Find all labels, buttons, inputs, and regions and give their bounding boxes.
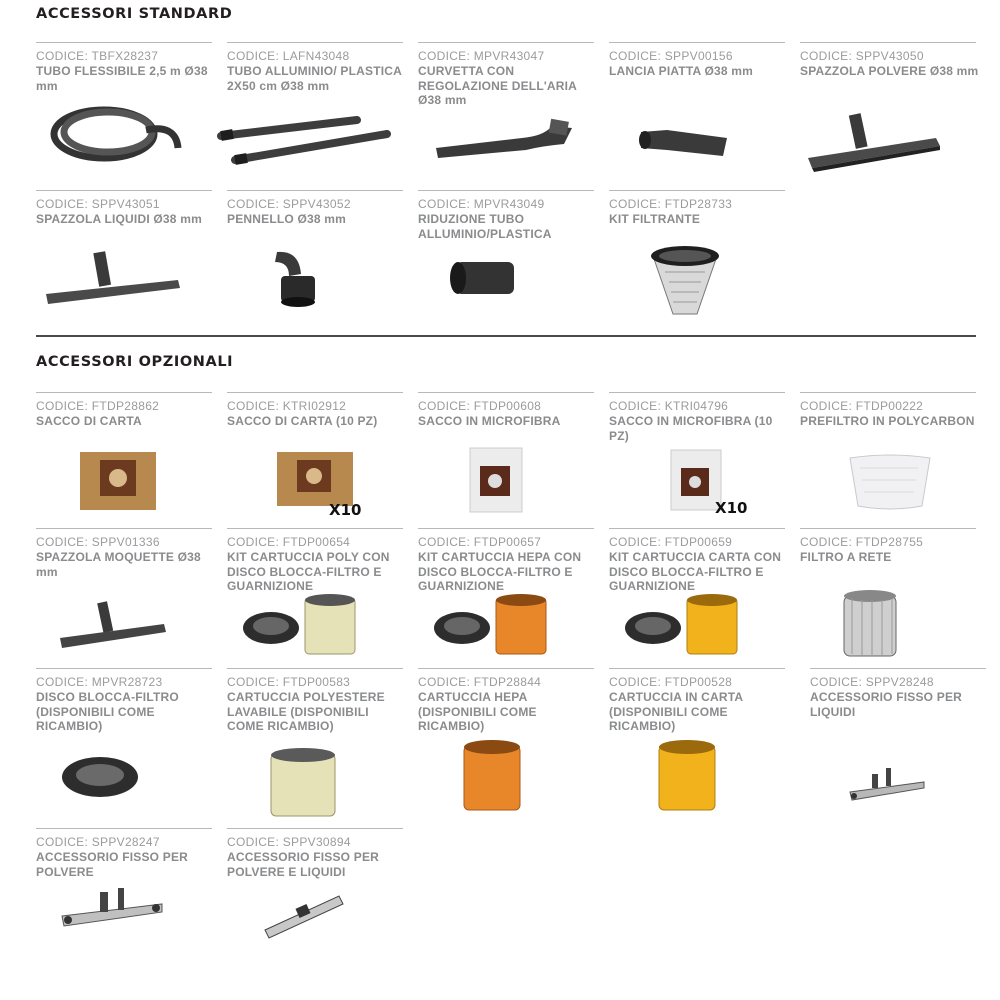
card-rule bbox=[227, 528, 403, 529]
card-rule bbox=[418, 392, 594, 393]
section-title-standard: ACCESSORI STANDARD bbox=[36, 6, 233, 22]
product-name: TUBO FLESSIBILE 2,5 m Ø38 mm bbox=[36, 64, 208, 93]
product-code: CODICE: FTDP28733 bbox=[609, 197, 733, 211]
product-code: CODICE: FTDP28862 bbox=[36, 399, 160, 413]
product-code: CODICE: FTDP00608 bbox=[418, 399, 542, 413]
tube-reducer-image bbox=[448, 256, 523, 302]
product-name: SPAZZOLA MOQUETTE Ø38 mm bbox=[36, 550, 201, 579]
product-name: SACCO DI CARTA bbox=[36, 414, 142, 428]
product-name: SACCO IN MICROFIBRA bbox=[418, 414, 561, 428]
flexible-hose-image bbox=[46, 100, 186, 168]
product-code: CODICE: MPVR43047 bbox=[418, 49, 545, 63]
product-name: PREFILTRO IN POLYCARBON bbox=[800, 414, 975, 428]
aluminium-tube-image bbox=[217, 112, 402, 172]
liquid-brush-image bbox=[42, 250, 187, 310]
product-name: KIT CARTUCCIA POLY CON DISCO BLOCCA-FILTRO E GUARNIZIONE bbox=[227, 550, 390, 593]
card-rule bbox=[810, 668, 986, 669]
product-name: FILTRO A RETE bbox=[800, 550, 892, 564]
product-card-mpvr43049 bbox=[418, 190, 594, 330]
card-rule bbox=[609, 668, 785, 669]
card-rule bbox=[418, 668, 594, 669]
curved-wand-image bbox=[432, 114, 582, 162]
card-rule bbox=[36, 392, 212, 393]
product-code: CODICE: SPPV30894 bbox=[227, 835, 351, 849]
product-name: SACCO DI CARTA (10 PZ) bbox=[227, 414, 378, 428]
card-rule bbox=[800, 42, 976, 43]
card-rule bbox=[227, 190, 403, 191]
fixed-dust-tool-image bbox=[58, 882, 168, 932]
product-name: PENNELLO Ø38 mm bbox=[227, 212, 347, 226]
fixed-liquid-tool-image bbox=[846, 762, 928, 806]
card-rule bbox=[800, 528, 976, 529]
card-rule bbox=[36, 528, 212, 529]
product-card-sppv01336 bbox=[36, 528, 212, 668]
card-rule bbox=[800, 392, 976, 393]
product-card-ftdp00528 bbox=[609, 668, 785, 808]
paper-bag-image bbox=[76, 446, 160, 516]
product-code: CODICE: SPPV43050 bbox=[800, 49, 924, 63]
product-code: CODICE: SPPV01336 bbox=[36, 535, 160, 549]
product-card-sppv43052 bbox=[227, 190, 403, 330]
product-code: CODICE: SPPV43052 bbox=[227, 197, 351, 211]
product-name: LANCIA PIATTA Ø38 mm bbox=[609, 64, 754, 78]
product-card-ftdp00608 bbox=[418, 392, 594, 532]
product-name: KIT FILTRANTE bbox=[609, 212, 701, 226]
product-name: CARTUCCIA POLYESTERE LAVABILE (DISPONIBILI COME RICAMBIO) bbox=[227, 690, 385, 733]
product-code: CODICE: KTRI02912 bbox=[227, 399, 347, 413]
fixed-dust-liquid-tool-image bbox=[261, 890, 347, 940]
paper-cartridge-kit-image bbox=[623, 592, 763, 662]
card-rule bbox=[227, 392, 403, 393]
filter-lock-disc-image bbox=[60, 752, 142, 802]
product-name: ACCESSORIO FISSO PER LIQUIDI bbox=[810, 690, 963, 719]
product-name: RIDUZIONE TUBO ALLUMINIO/PLASTICA bbox=[418, 212, 552, 241]
card-rule bbox=[227, 668, 403, 669]
product-card-ftdp00659 bbox=[609, 528, 785, 668]
product-name: KIT CARTUCCIA CARTA CON DISCO BLOCCA-FILTRO E GUARNIZIONE bbox=[609, 550, 782, 593]
poly-cartridge-kit-image bbox=[241, 592, 381, 662]
product-name: TUBO ALLUMINIO/ PLASTICA 2X50 cm Ø38 mm bbox=[227, 64, 402, 93]
product-card-ftdp00583 bbox=[227, 668, 403, 808]
mesh-filter-image bbox=[840, 588, 900, 664]
card-rule bbox=[609, 190, 785, 191]
product-card-sppv00156 bbox=[609, 42, 785, 182]
polycarbon-prefilter-image bbox=[844, 450, 934, 512]
product-code: CODICE: MPVR28723 bbox=[36, 675, 163, 689]
product-name: CARTUCCIA HEPA (DISPONIBILI COME RICAMBIO) bbox=[418, 690, 537, 733]
product-code: CODICE: FTDP00654 bbox=[227, 535, 351, 549]
product-card-ftdp28862 bbox=[36, 392, 212, 532]
round-brush-image bbox=[267, 246, 327, 316]
crevice-nozzle-image bbox=[637, 124, 737, 164]
product-code: CODICE: KTRI04796 bbox=[609, 399, 729, 413]
product-card-tbfx28237 bbox=[36, 42, 212, 182]
product-code: CODICE: FTDP00528 bbox=[609, 675, 733, 689]
card-rule bbox=[227, 828, 403, 829]
product-code: CODICE: SPPV28247 bbox=[36, 835, 160, 849]
product-code: CODICE: SPPV28248 bbox=[810, 675, 934, 689]
product-card-ktri02912 bbox=[227, 392, 403, 532]
card-rule bbox=[609, 42, 785, 43]
quantity-badge: X10 bbox=[715, 499, 748, 517]
card-rule bbox=[418, 190, 594, 191]
polyester-cartridge-image bbox=[267, 746, 339, 822]
product-card-ftdp00654 bbox=[227, 528, 403, 668]
product-card-ftdp28755 bbox=[800, 528, 976, 668]
product-name: CURVETTA CON REGOLAZIONE DELL'ARIA Ø38 mm bbox=[418, 64, 577, 107]
product-name: SACCO IN MICROFIBRA (10 PZ) bbox=[609, 414, 773, 443]
filter-kit-image bbox=[647, 242, 723, 322]
section-title-optional: ACCESSORI OPZIONALI bbox=[36, 354, 234, 370]
product-code: CODICE: MPVR43049 bbox=[418, 197, 545, 211]
product-code: CODICE: TBFX28237 bbox=[36, 49, 159, 63]
quantity-badge: X10 bbox=[329, 501, 362, 519]
product-name: CARTUCCIA IN CARTA (DISPONIBILI COME RICAMBIO) bbox=[609, 690, 743, 733]
product-card-ftdp00222 bbox=[800, 392, 976, 532]
product-code: CODICE: SPPV43051 bbox=[36, 197, 160, 211]
carpet-brush-image bbox=[56, 600, 171, 652]
hepa-cartridge-image bbox=[460, 738, 524, 816]
section-divider bbox=[36, 335, 976, 337]
product-card-ftdp00657 bbox=[418, 528, 594, 668]
product-code: CODICE: FTDP00583 bbox=[227, 675, 351, 689]
card-rule bbox=[418, 42, 594, 43]
paper-cartridge-image bbox=[655, 738, 719, 816]
product-name: KIT CARTUCCIA HEPA CON DISCO BLOCCA-FILTRO E GUARNIZIONE bbox=[418, 550, 582, 593]
product-card-ftdp28733 bbox=[609, 190, 785, 330]
card-rule bbox=[227, 42, 403, 43]
microfiber-bag-image bbox=[466, 444, 526, 516]
hepa-cartridge-kit-image bbox=[432, 592, 572, 662]
product-card-ktri04796 bbox=[609, 392, 785, 532]
product-card-sppv28247 bbox=[36, 828, 212, 968]
product-card-ftdp28844 bbox=[418, 668, 594, 808]
product-code: CODICE: FTDP00222 bbox=[800, 399, 924, 413]
dust-brush-image bbox=[806, 110, 946, 176]
product-card-mpvr43047 bbox=[418, 42, 594, 182]
product-card-mpvr28723 bbox=[36, 668, 212, 808]
product-code: CODICE: FTDP00657 bbox=[418, 535, 542, 549]
product-card-lafn43048 bbox=[227, 42, 403, 182]
product-name: DISCO BLOCCA-FILTRO (DISPONIBILI COME RICAMBIO) bbox=[36, 690, 179, 733]
product-code: CODICE: SPPV00156 bbox=[609, 49, 733, 63]
card-rule bbox=[36, 190, 212, 191]
product-name: SPAZZOLA POLVERE Ø38 mm bbox=[800, 64, 979, 78]
product-name: ACCESSORIO FISSO PER POLVERE bbox=[36, 850, 189, 879]
product-card-sppv30894 bbox=[227, 828, 403, 968]
product-card-sppv43051 bbox=[36, 190, 212, 330]
product-code: CODICE: LAFN43048 bbox=[227, 49, 350, 63]
product-name: SPAZZOLA LIQUIDI Ø38 mm bbox=[36, 212, 202, 226]
product-code: CODICE: FTDP00659 bbox=[609, 535, 733, 549]
product-card-sppv43050 bbox=[800, 42, 979, 182]
card-rule bbox=[36, 668, 212, 669]
card-rule bbox=[36, 42, 212, 43]
card-rule bbox=[609, 392, 785, 393]
product-card-sppv28248 bbox=[810, 668, 986, 808]
product-code: CODICE: FTDP28844 bbox=[418, 675, 542, 689]
card-rule bbox=[36, 828, 212, 829]
card-rule bbox=[418, 528, 594, 529]
product-code: CODICE: FTDP28755 bbox=[800, 535, 924, 549]
product-name: ACCESSORIO FISSO PER POLVERE E LIQUIDI bbox=[227, 850, 380, 879]
card-rule bbox=[609, 528, 785, 529]
